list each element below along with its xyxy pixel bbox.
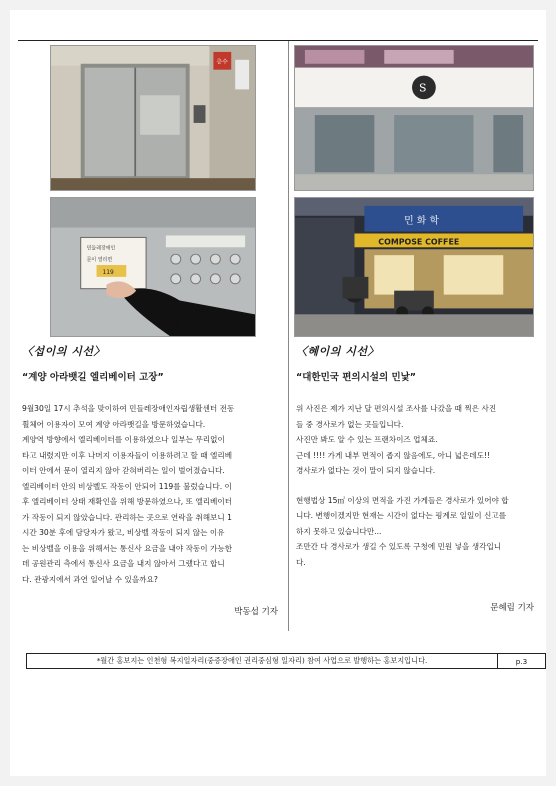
right-article bbox=[296, 343, 554, 570]
document-page bbox=[10, 10, 546, 776]
article-line: 위 사진은 제가 지난 달 편의시설 조사를 나갔을 때 찍은 사진 bbox=[296, 404, 497, 413]
panel-button-label: 비상 bbox=[169, 322, 180, 329]
compose-coffee-photo bbox=[294, 197, 534, 337]
elevator-panel-photo bbox=[50, 197, 256, 337]
right-headline: “대한민국 편의시설의 민낯” bbox=[296, 372, 417, 383]
article-line: 근데 !!!! 가게 내부 면적이 좁지 않음에도, 아니 넓은데도!! bbox=[296, 450, 491, 460]
left-section-title: 〈섭이의 시선〉 bbox=[22, 345, 105, 358]
storefront-photo bbox=[294, 45, 534, 191]
article-line: 는 비상벨을 이용을 위해서는 통신사 요금을 내야 작동이 가능한 bbox=[22, 543, 233, 553]
footer-note: *월간 홍보지는 인천형 복지일자리(중증장애인 권리중심형 일자리) 참여 사업으로 발행하는 홍보지입니다. bbox=[96, 656, 428, 665]
panel-label-3: 119 bbox=[102, 269, 114, 276]
article-line: 가 작동이 되지 않았습니다. 관리하는 곳으로 연락을 취해보니 1 bbox=[22, 512, 232, 522]
left-article bbox=[22, 343, 280, 587]
storefront-logo: S bbox=[418, 81, 427, 95]
article-line: 다. 관광지에서 과연 일어날 수 있을까요? bbox=[22, 574, 158, 584]
article-line: 하지 못하고 있습니다만... bbox=[296, 526, 382, 536]
content-frame bbox=[18, 40, 538, 666]
article-line: 니다. 변행이겠지만 현재는 시간이 없다는 핑계로 일일이 신고를 bbox=[296, 511, 507, 520]
article-line: 다. bbox=[296, 557, 306, 567]
footer-bar bbox=[26, 653, 546, 669]
article-line: 엘리베이터 안의 비상벨도 작동이 안되어 119를 불렀습니다. 이 bbox=[22, 481, 232, 491]
column-divider bbox=[288, 41, 289, 631]
panel-label-2: 문이 열리면 bbox=[86, 257, 113, 264]
elevator-sign-text: 층수 bbox=[216, 59, 228, 66]
article-line: 휠체어 이용자이 모여 계양 아라뱃길을 방문하였습니다. bbox=[22, 419, 206, 429]
article-line: 들 중 경사로가 없는 곳들입니다. bbox=[296, 419, 404, 429]
page-number: p.3 bbox=[497, 654, 545, 668]
left-headline: “계양 아라뱃길 엘리베이터 고장” bbox=[22, 372, 164, 383]
elevator-photo bbox=[50, 45, 256, 191]
compose-cafe-text: COMPOSE COFFEE bbox=[378, 237, 460, 247]
article-line: 계양역 방향에서 엘리베이터를 이용하였으나 일부는 무리없이 bbox=[22, 435, 225, 444]
article-line: 사진만 봐도 알 수 있는 프랜차이즈 업체죠. bbox=[296, 435, 438, 444]
article-line: 현행법상 15㎡ 이상의 면적을 가진 가게들은 경사로가 있어야 합 bbox=[296, 495, 509, 505]
panel-label-1: 민들레장애인 bbox=[86, 245, 116, 252]
article-line: 후 엘리베이터 상태 재확인을 위해 방문하였으나, 또 엘리베이터 bbox=[22, 497, 233, 506]
right-section-title: 〈혜이의 시선〉 bbox=[296, 345, 379, 358]
article-line: 조만간 다 경사로가 생길 수 있도록 구청에 민원 넣을 생각입니 bbox=[296, 542, 502, 551]
right-byline: 문혜림 기자 bbox=[490, 603, 534, 613]
article-line: 경사로가 없다는 것이 말이 되지 않습니다. bbox=[296, 466, 436, 475]
article-line: 9월30일 17시 추석을 맞이하여 민들레장애인자립생활센터 전동 bbox=[22, 404, 235, 413]
article-line bbox=[296, 479, 554, 493]
article-line: 이터 안에서 문이 열리지 않아 갇혀버리는 일이 벌어졌습니다. bbox=[22, 466, 225, 475]
article-line: 데 공원관리 측에서 통신사 요금을 내지 않아서 그랬다고 합니 bbox=[22, 559, 225, 568]
compose-sign-text: 민 화 학 bbox=[404, 215, 440, 227]
left-byline: 박동섭 기자 bbox=[234, 607, 278, 617]
article-line: 시간 30분 후에 담당자가 왔고, 비상벨 작동이 되지 않는 이유 bbox=[22, 528, 225, 537]
article-line: 타고 내렸지만 이후 나머지 이용자들이 이용하려고 할 때 엘리베 bbox=[22, 450, 233, 460]
left-article-body bbox=[22, 401, 280, 587]
right-article-body bbox=[296, 401, 554, 570]
